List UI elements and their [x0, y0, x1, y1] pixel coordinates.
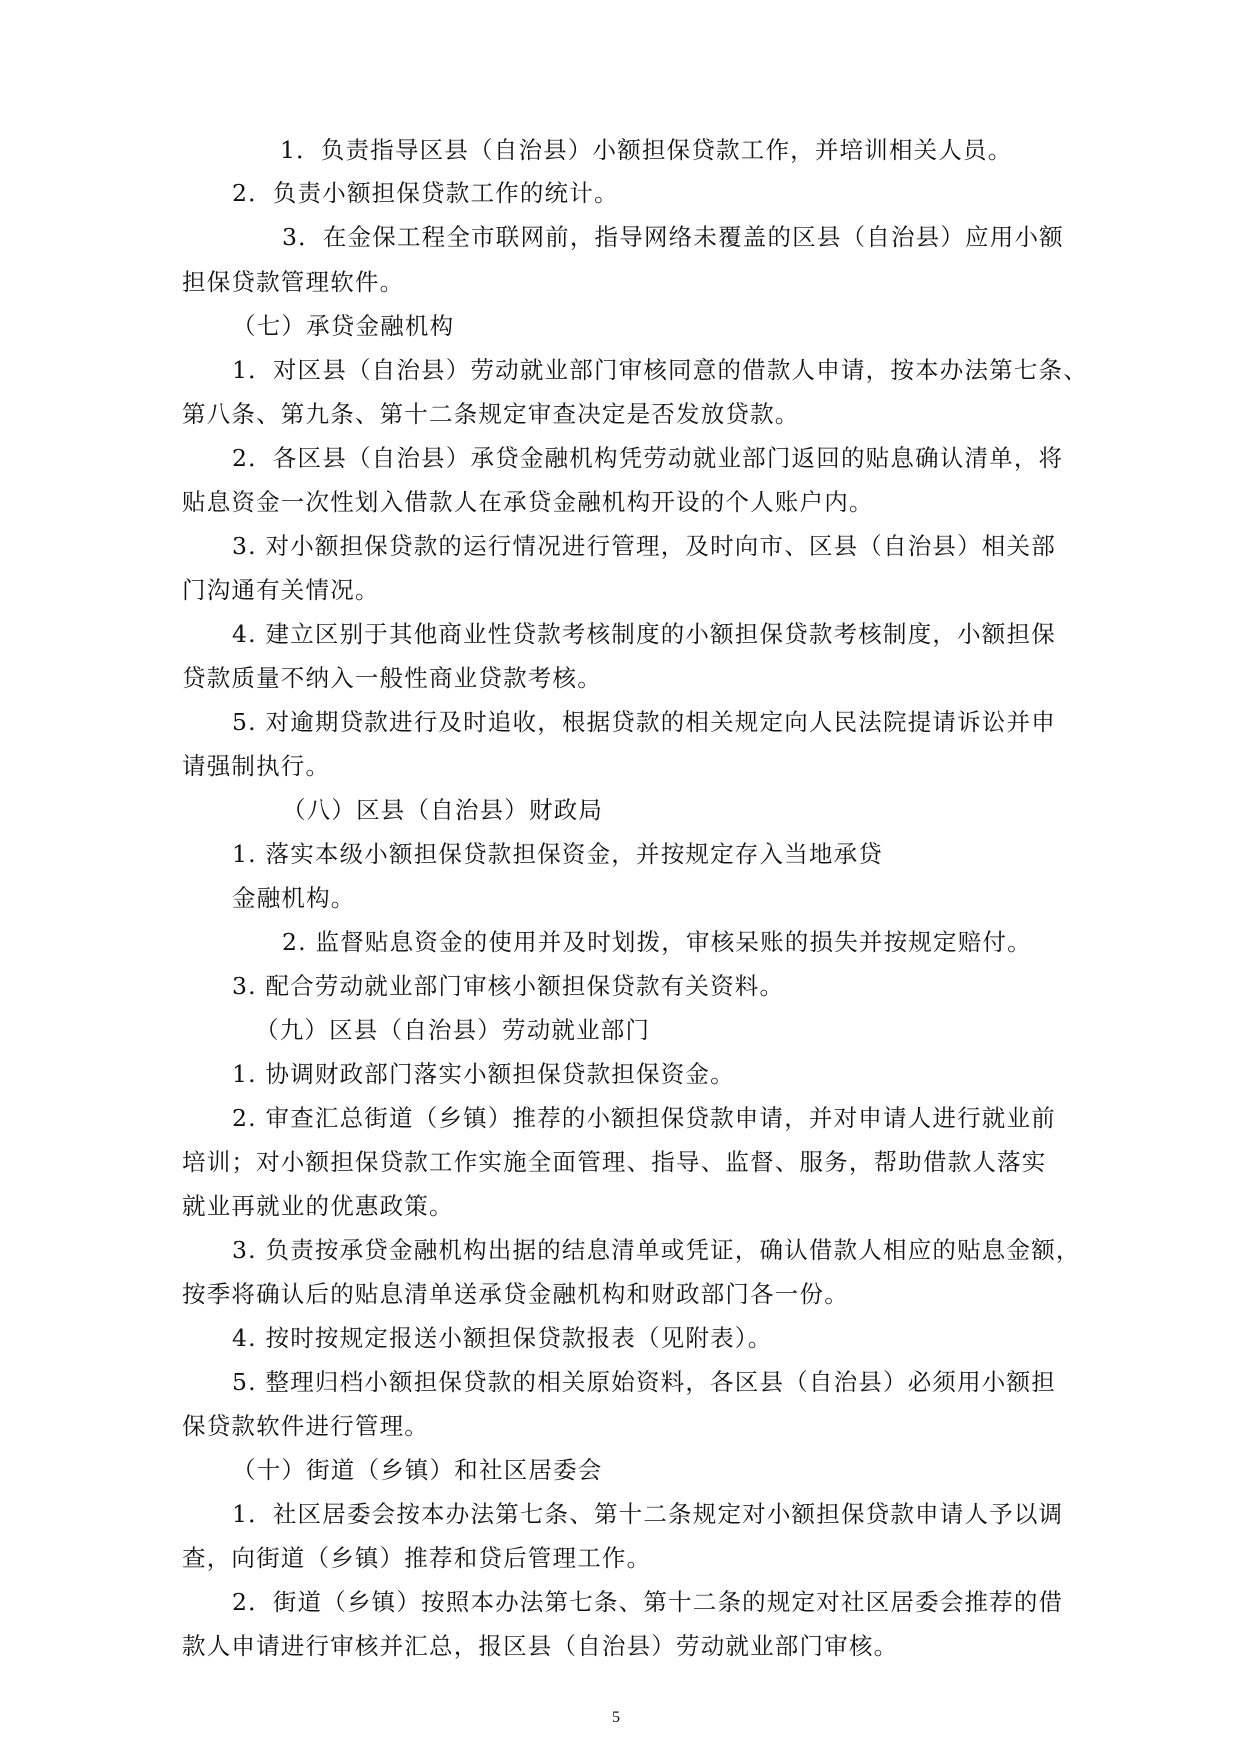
- section-heading: （九）区县（自治县）劳动就业部门: [255, 1016, 651, 1044]
- text-line: 培训；对小额担保贷款工作实施全面管理、指导、监督、服务，帮助借款人落实: [182, 1148, 1047, 1176]
- text-line: 4. 按时按规定报送小额担保贷款报表（见附表）。: [232, 1324, 773, 1352]
- section-heading: （八）区县（自治县）财政局: [282, 796, 604, 824]
- text-line: 1. 协调财政部门落实小额担保贷款担保资金。: [232, 1060, 735, 1088]
- text-line: 3. 对小额担保贷款的运行情况进行管理，及时向市、区县（自治县）相关部: [232, 532, 1056, 560]
- text-line: 3．在金保工程全市联网前，指导网络未覆盖的区县（自治县）应用小额: [282, 223, 1064, 251]
- text-line: 2．负责小额担保贷款工作的统计。: [232, 179, 619, 207]
- text-line: 门沟通有关情况。: [182, 576, 380, 604]
- text-line: 1．负责指导区县（自治县）小额担保贷款工作，并培训相关人员。: [280, 136, 1013, 164]
- text-line: 3. 负责按承贷金融机构出据的结息清单或凭证，确认借款人相应的贴息金额，: [232, 1236, 1081, 1264]
- text-line: 金融机构。: [232, 884, 356, 912]
- text-line: 1．社区居委会按本办法第七条、第十二条规定对小额担保贷款申请人予以调: [232, 1500, 1064, 1528]
- text-line: 保贷款软件进行管理。: [182, 1412, 429, 1440]
- section-heading: （十）街道（乡镇）和社区居委会: [232, 1456, 603, 1484]
- text-line: 2. 审查汇总街道（乡镇）推荐的小额担保贷款申请，并对申请人进行就业前: [232, 1104, 1056, 1132]
- text-line: 款人申请进行审核并汇总，报区县（自治县）劳动就业部门审核。: [182, 1632, 899, 1660]
- text-line: 就业再就业的优惠政策。: [182, 1192, 454, 1220]
- section-heading: （七）承贷金融机构: [232, 312, 455, 340]
- text-line: 请强制执行。: [182, 752, 331, 780]
- text-line: 1. 落实本级小额担保贷款担保资金，并按规定存入当地承贷: [232, 840, 883, 868]
- text-line: 4. 建立区别于其他商业性贷款考核制度的小额担保贷款考核制度，小额担保: [232, 620, 1056, 648]
- text-line: 2. 监督贴息资金的使用并及时划拨，审核呆账的损失并按规定赔付。: [282, 928, 1032, 956]
- text-line: 担保贷款管理软件。: [182, 268, 405, 296]
- text-line: 1．对区县（自治县）劳动就业部门审核同意的借款人申请，按本办法第七条、: [232, 356, 1088, 384]
- text-line: 按季将确认后的贴息清单送承贷金融机构和财政部门各一份。: [182, 1280, 849, 1308]
- text-line: 贷款质量不纳入一般性商业贷款考核。: [182, 664, 602, 692]
- text-line: 2．各区县（自治县）承贷金融机构凭劳动就业部门返回的贴息确认清单，将: [232, 444, 1064, 472]
- text-line: 查，向街道（乡镇）推荐和贷后管理工作。: [182, 1544, 652, 1572]
- text-line: 5. 对逾期贷款进行及时追收，根据贷款的相关规定向人民法院提请诉讼并申: [232, 708, 1056, 736]
- text-line: 贴息资金一次性划入借款人在承贷金融机构开设的个人账户内。: [182, 488, 874, 516]
- text-line: 第八条、第九条、第十二条规定审查决定是否发放贷款。: [182, 400, 800, 428]
- text-line: 2．街道（乡镇）按照本办法第七条、第十二条的规定对社区居委会推荐的借: [232, 1588, 1064, 1616]
- page-number: 5: [612, 1709, 620, 1726]
- text-line: 3. 配合劳动就业部门审核小额担保贷款有关资料。: [232, 972, 785, 1000]
- text-line: 5. 整理归档小额担保贷款的相关原始资料，各区县（自治县）必须用小额担: [232, 1368, 1056, 1396]
